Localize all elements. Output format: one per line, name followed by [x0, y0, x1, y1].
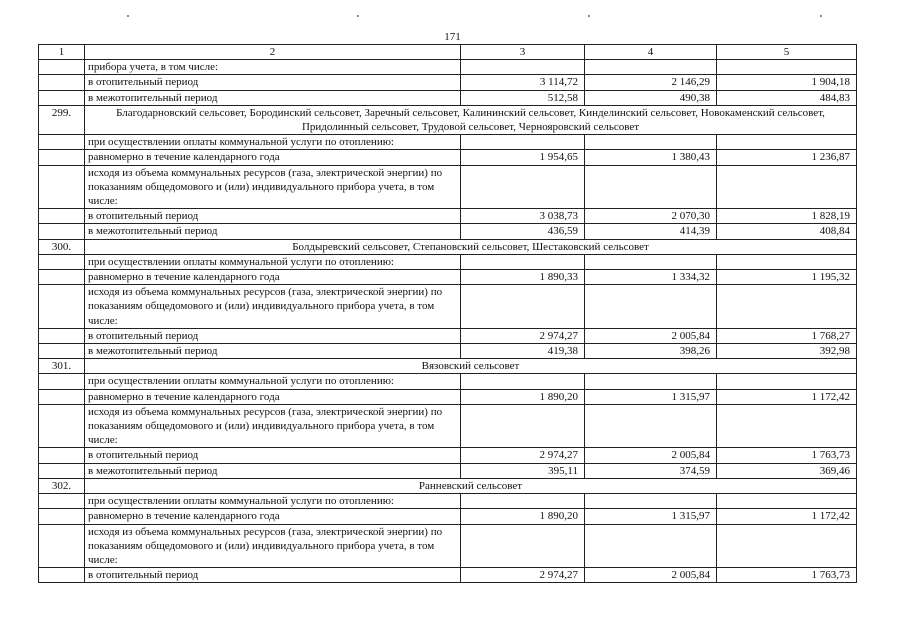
value-cell: 2 146,29	[585, 75, 717, 90]
table-row	[39, 75, 857, 90]
value-cell: 1 334,32	[585, 270, 717, 285]
row-label: в отопительный период	[85, 209, 461, 224]
table-row	[39, 90, 857, 105]
table-row	[39, 150, 857, 165]
value-cell: 1 195,32	[717, 270, 857, 285]
table-row	[39, 389, 857, 404]
value-cell: 2 005,84	[585, 328, 717, 343]
header-cell: 1	[39, 45, 85, 60]
value-cell: 414,39	[585, 224, 717, 239]
row-label: в межотопительный период	[85, 344, 461, 359]
value-cell: 436,59	[461, 224, 585, 239]
value-cell: 1 236,87	[717, 150, 857, 165]
value-cell: 2 005,84	[585, 448, 717, 463]
value-cell: 1 904,18	[717, 75, 857, 90]
section-header-row	[39, 105, 857, 134]
table-row	[39, 374, 857, 389]
table-row	[39, 344, 857, 359]
row-label: прибора учета, в том числе:	[85, 60, 461, 75]
table-row	[39, 404, 857, 448]
value-cell: 1 172,42	[717, 389, 857, 404]
section-number: 300.	[39, 239, 85, 254]
row-label: при осуществлении оплаты коммунальной услуги по отоплению:	[85, 494, 461, 509]
value-cell: 395,11	[461, 463, 585, 478]
value-cell: 419,38	[461, 344, 585, 359]
value-cell: 1 890,33	[461, 270, 585, 285]
section-header-row	[39, 359, 857, 374]
value-cell: 2 070,30	[585, 209, 717, 224]
table-row	[39, 509, 857, 524]
value-cell: 1 315,97	[585, 389, 717, 404]
value-cell: 1 172,42	[717, 509, 857, 524]
table-row	[39, 568, 857, 583]
value-cell: 1 890,20	[461, 509, 585, 524]
table-row	[39, 209, 857, 224]
table-row	[39, 60, 857, 75]
value-cell: 374,59	[585, 463, 717, 478]
row-label: в отопительный период	[85, 75, 461, 90]
header-cell: 4	[585, 45, 717, 60]
value-cell: 3 114,72	[461, 75, 585, 90]
row-label: исходя из объема коммунальных ресурсов (газа, электрической энергии) по показаниям общедомового и (или) индивидуального прибора учета, в том числе:	[85, 404, 461, 448]
value-cell: 1 828,19	[717, 209, 857, 224]
value-cell: 2 974,27	[461, 568, 585, 583]
value-cell: 1 954,65	[461, 150, 585, 165]
row-label: исходя из объема коммунальных ресурсов (газа, электрической энергии) по показаниям общедомового и (или) индивидуального прибора учета, в том числе:	[85, 285, 461, 329]
table-row	[39, 463, 857, 478]
table-row	[39, 135, 857, 150]
value-cell: 2 974,27	[461, 448, 585, 463]
value-cell: 392,98	[717, 344, 857, 359]
table-row	[39, 494, 857, 509]
row-label: равномерно в течение календарного года	[85, 389, 461, 404]
header-cell: 5	[717, 45, 857, 60]
table-row	[39, 448, 857, 463]
section-number: 302.	[39, 478, 85, 493]
row-label: в отопительный период	[85, 328, 461, 343]
row-label: при осуществлении оплаты коммунальной услуги по отоплению:	[85, 135, 461, 150]
value-cell: 490,38	[585, 90, 717, 105]
value-cell: 1 768,27	[717, 328, 857, 343]
table-row	[39, 254, 857, 269]
section-title: Вязовский сельсовет	[85, 359, 857, 374]
section-header-row	[39, 478, 857, 493]
row-label: при осуществлении оплаты коммунальной услуги по отоплению:	[85, 254, 461, 269]
header-cell: 3	[461, 45, 585, 60]
value-cell: 1 315,97	[585, 509, 717, 524]
row-label: в межотопительный период	[85, 463, 461, 478]
value-cell: 512,58	[461, 90, 585, 105]
value-cell: 398,26	[585, 344, 717, 359]
table-row	[39, 285, 857, 329]
table-row	[39, 224, 857, 239]
section-number: 299.	[39, 105, 85, 134]
value-cell: 1 890,20	[461, 389, 585, 404]
row-label: исходя из объема коммунальных ресурсов (газа, электрической энергии) по показаниям общедомового и (или) индивидуального прибора учета, в том числе:	[85, 165, 461, 209]
section-number: 301.	[39, 359, 85, 374]
row-label: равномерно в течение календарного года	[85, 509, 461, 524]
value-cell: 369,46	[717, 463, 857, 478]
table-row	[39, 524, 857, 568]
row-label: при осуществлении оплаты коммунальной услуги по отоплению:	[85, 374, 461, 389]
value-cell: 1 763,73	[717, 448, 857, 463]
section-title: Благодарновский сельсовет, Бородинский сельсовет, Заречный сельсовет, Калининский сельсовет, Кинделинский сельсовет, Новокаменский сельсовет, Придолинный сельсовет, Трудовой сельсовет, Чернояровский сельсовет	[85, 105, 857, 134]
value-cell: 3 038,73	[461, 209, 585, 224]
header-cell: 2	[85, 45, 461, 60]
tariff-table	[38, 44, 857, 583]
row-label: исходя из объема коммунальных ресурсов (газа, электрической энергии) по показаниям общедомового и (или) индивидуального прибора учета, в том числе:	[85, 524, 461, 568]
section-header-row	[39, 239, 857, 254]
row-label: равномерно в течение календарного года	[85, 270, 461, 285]
value-cell: 1 380,43	[585, 150, 717, 165]
row-label: в отопительный период	[85, 448, 461, 463]
table-row	[39, 165, 857, 209]
row-label: в межотопительный период	[85, 90, 461, 105]
header-row	[39, 45, 857, 60]
table-row	[39, 270, 857, 285]
section-title: Ранневский сельсовет	[85, 478, 857, 493]
table-row	[39, 328, 857, 343]
row-label: в отопительный период	[85, 568, 461, 583]
section-title: Болдыревский сельсовет, Степановский сельсовет, Шестаковский сельсовет	[85, 239, 857, 254]
value-cell: 2 974,27	[461, 328, 585, 343]
row-label: равномерно в течение календарного года	[85, 150, 461, 165]
value-cell: 2 005,84	[585, 568, 717, 583]
row-label: в межотопительный период	[85, 224, 461, 239]
value-cell: 408,84	[717, 224, 857, 239]
value-cell: 484,83	[717, 90, 857, 105]
value-cell: 1 763,73	[717, 568, 857, 583]
page-number: 171	[444, 31, 461, 43]
